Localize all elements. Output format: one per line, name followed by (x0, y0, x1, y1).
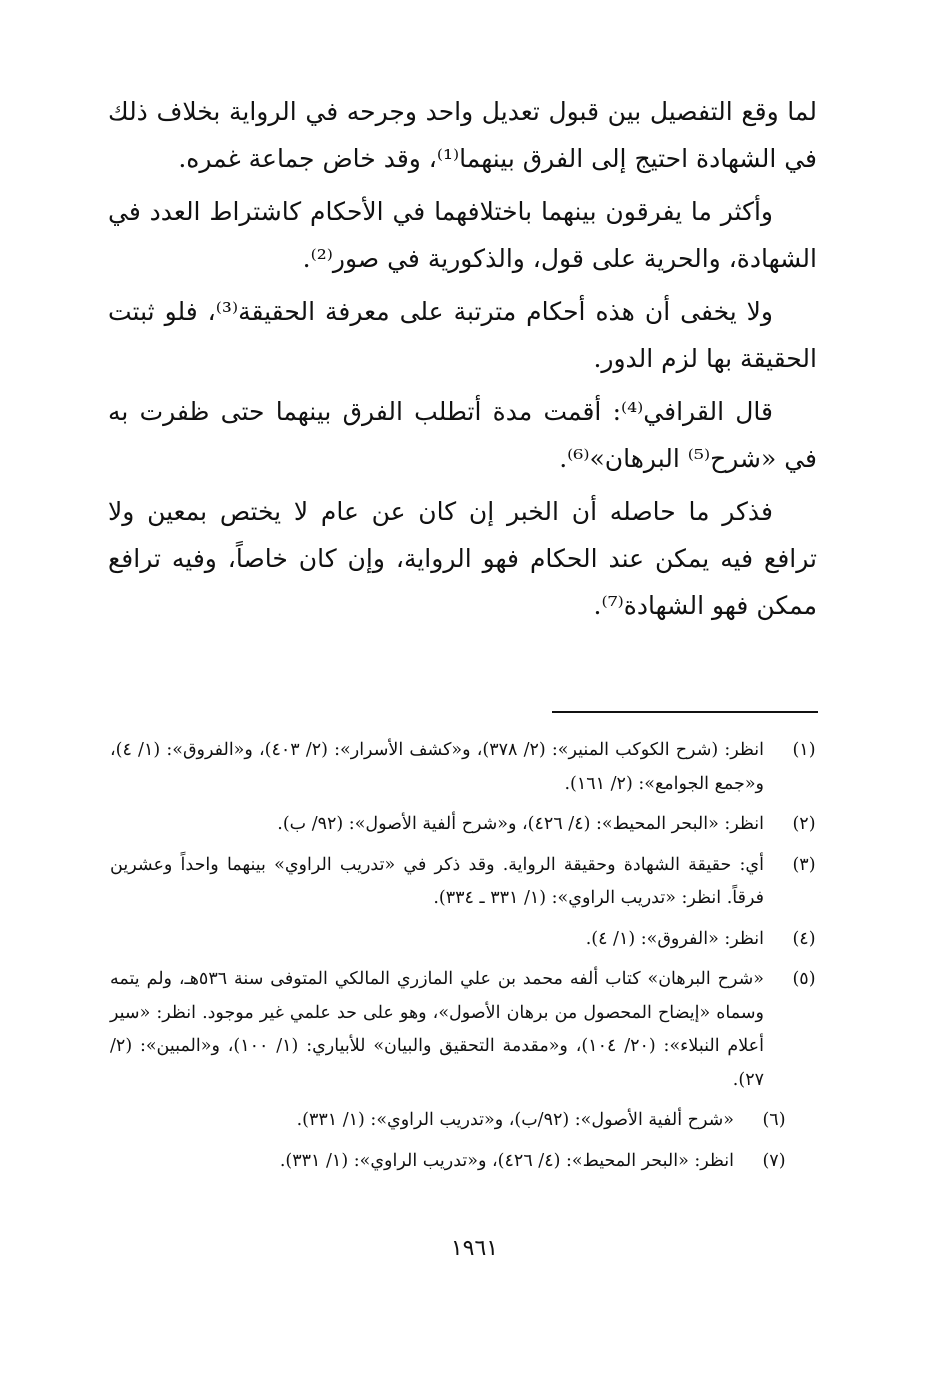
footnote-item (110, 808, 824, 842)
footnote-text: انظر: «الفروق»: (١/ ٤). (585, 928, 764, 949)
footnote-item (110, 1145, 824, 1179)
paragraph-4: قال القرافي⁽⁴⁾: أقمت مدة أتطلب الفرق بينهما حتى ظفرت به في «شرح⁽⁵⁾ البرهان»⁽⁶⁾. (108, 397, 817, 473)
page-number: ١٩٦١ (450, 1236, 499, 1261)
footnote-item (110, 923, 824, 957)
footnote-number: (٣) (792, 854, 816, 875)
footnote-number: (٧) (762, 1150, 786, 1171)
footnotes (110, 734, 824, 1185)
footnote-number: (٤) (792, 928, 816, 949)
footnote-text: «شرح ألفية الأصول»: (٩٢/ب)، و«تدريب الراوي»: (١/ ٣٣١). (296, 1110, 734, 1130)
footnote-text: أي: حقيقة الشهادة وحقيقة الرواية. وقد ذكر في «تدريب الراوي» بينهما واحداً وعشرين فرقاً. انظر: «تدريب الراوي»: (١/ ٣٣١ ـ ٣٣٤). (110, 854, 764, 908)
footnote-divider (552, 711, 818, 713)
paragraph-1: لما وقع التفصيل بين قبول تعديل واحد وجرحه في الرواية بخلاف ذلك في الشهادة احتيج إلى الفرق بينهما⁽¹⁾، وقد خاض جماعة غمره. (108, 97, 817, 173)
footnote-text: انظر: «البحر المحيط»: (٤/ ٤٢٦)، و«تدريب الراوي»: (١/ ٣٣١). (279, 1150, 734, 1171)
footnote-item (110, 963, 824, 1097)
footnote-number: (١) (792, 740, 816, 760)
footnote-item (110, 734, 824, 801)
footnote-number: (٦) (762, 1110, 786, 1130)
footnote-text: انظر: «البحر المحيط»: (٤/ ٤٢٦)، و«شرح ألفية الأصول»: (٩٢/ ب). (277, 814, 764, 834)
footnote-text: «شرح البرهان» كتاب ألفه محمد بن علي المازري المالكي المتوفى سنة ٥٣٦هـ، ولم يتمه وسماه «إيضاح المحصول من برهان الأصول»، وهو على حد علمي غير موجود. انظر: «سير أعلام النبلاء»: (٢٠/ ١٠٤)، و«مقدمة التحقيق والبيان» للأبياري: (١/ ١٠٠)، و«المبين»: (٢/ ٢٧). (110, 969, 764, 1090)
footnote-item (110, 1104, 824, 1138)
main-text (108, 88, 817, 635)
paragraph-3: ولا يخفى أن هذه أحكام مترتبة على معرفة الحقيقة⁽³⁾، فلو ثبتت الحقيقة بها لزم الدور. (108, 297, 817, 373)
footnote-text: انظر: (شرح الكوكب المنير»: (٢/ ٣٧٨)، و«كشف الأسرار»: (٢/ ٤٠٣)، و«الفروق»: (١/ ٤)، و«جمع الجوامع»: (٢/ ١٦١). (110, 740, 764, 794)
paragraph-5: فذكر ما حاصله أن الخبر إن كان عن عام لا يختص بمعين ولا ترافع فيه يمكن عند الحكام فهو الرواية، وإن كان خاصاً، وفيه ترافع ممكن فهو الشهادة⁽⁷⁾. (108, 497, 817, 620)
footnote-item (110, 849, 824, 916)
footnote-number: (٥) (792, 969, 816, 989)
paragraph-2: وأكثر ما يفرقون بينهما باختلافهما في الأحكام كاشتراط العدد في الشهادة، والحرية على قول، والذكورية في صور⁽²⁾. (108, 197, 817, 273)
footnote-number: (٢) (792, 814, 816, 834)
